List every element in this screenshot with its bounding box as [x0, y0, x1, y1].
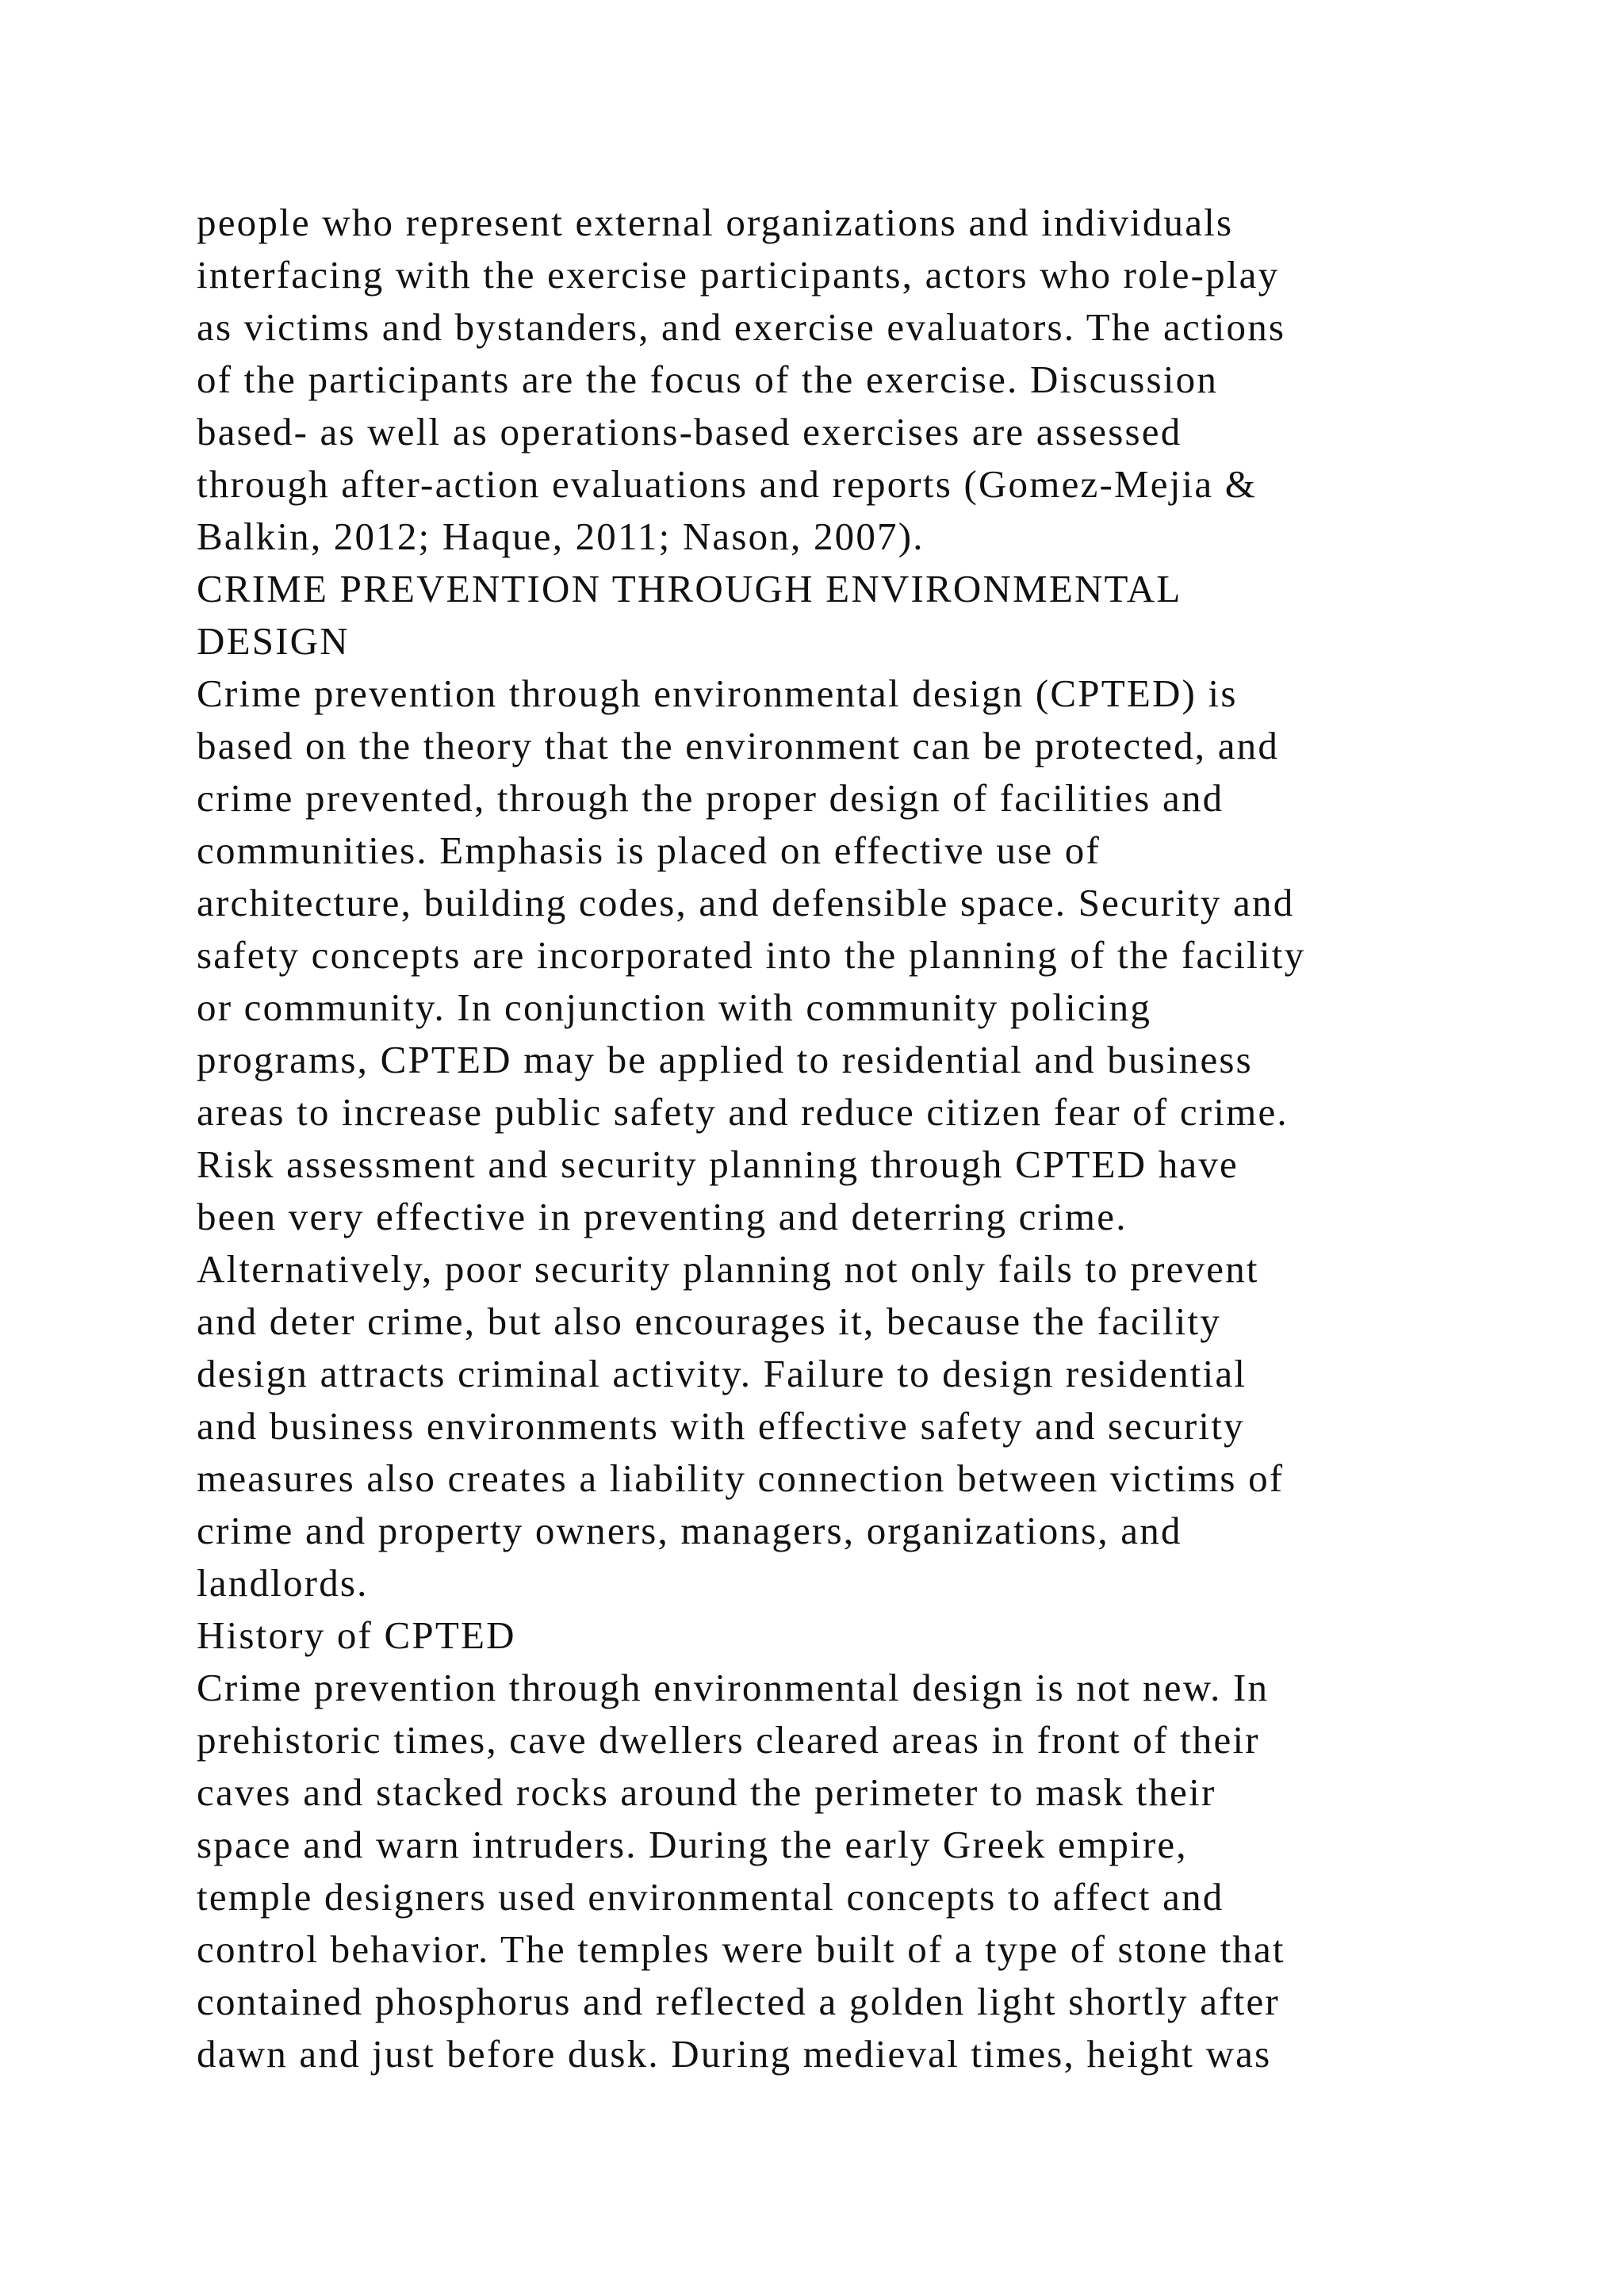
text-line: been very effective in preventing and deterring crime.	[197, 1195, 1128, 1238]
section-heading: CRIME PREVENTION THROUGH ENVIRONMENTAL	[197, 567, 1182, 610]
text-line: prehistoric times, cave dwellers cleared areas in front of their	[197, 1718, 1260, 1762]
text-line: Alternatively, poor security planning not only fails to prevent	[197, 1247, 1259, 1291]
text-line: of the participants are the focus of the exercise. Discussion	[197, 358, 1219, 401]
text-line: crime and property owners, managers, organizations, and	[197, 1509, 1182, 1552]
text-line: and deter crime, but also encourages it, because the facility	[197, 1299, 1222, 1343]
text-line: areas to increase public safety and reduce citizen fear of crime.	[197, 1090, 1289, 1134]
text-line: temple designers used environmental concepts to affect and	[197, 1875, 1224, 1919]
text-line: as victims and bystanders, and exercise evaluators. The actions	[197, 305, 1286, 349]
text-line: design attracts criminal activity. Failure to design residential	[197, 1352, 1247, 1395]
text-line: programs, CPTED may be applied to residential and business	[197, 1038, 1253, 1081]
text-line: Crime prevention through environmental design is not new. In	[197, 1666, 1270, 1709]
text-line: safety concepts are incorporated into the planning of the facility	[197, 933, 1306, 977]
section-heading: DESIGN	[197, 619, 350, 663]
text-line: crime prevented, through the proper design of facilities and	[197, 776, 1224, 820]
text-line: Crime prevention through environmental design (CPTED) is	[197, 672, 1238, 715]
text-line: and business environments with effective safety and security	[197, 1404, 1245, 1448]
text-line: space and warn intruders. During the early Greek empire,	[197, 1823, 1188, 1866]
text-line: interfacing with the exercise participants, actors who role-play	[197, 253, 1280, 297]
text-line: based- as well as operations-based exercises are assessed	[197, 410, 1182, 453]
text-line: architecture, building codes, and defensible space. Security and	[197, 881, 1295, 924]
text-line: control behavior. The temples were built of a type of stone that	[197, 1927, 1285, 1971]
body-text	[197, 197, 1481, 2080]
text-line: dawn and just before dusk. During medieval times, height was	[197, 2032, 1272, 2076]
text-line: or community. In conjunction with community policing	[197, 985, 1152, 1029]
text-line: people who represent external organizations and individuals	[197, 201, 1234, 244]
text-line: Balkin, 2012; Haque, 2011; Nason, 2007).	[197, 515, 925, 558]
text-line: caves and stacked rocks around the perimeter to mask their	[197, 1770, 1216, 1814]
text-line: Risk assessment and security planning through CPTED have	[197, 1142, 1239, 1186]
subsection-heading: History of CPTED	[197, 1613, 516, 1657]
text-line: based on the theory that the environment can be protected, and	[197, 724, 1280, 767]
text-line: through after-action evaluations and reports (Gomez-Mejia &	[197, 462, 1258, 506]
text-line: communities. Emphasis is placed on effective use of	[197, 828, 1101, 872]
text-line: landlords.	[197, 1561, 369, 1605]
text-line: contained phosphorus and reflected a golden light shortly after	[197, 1980, 1280, 2023]
text-line: measures also creates a liability connection between victims of	[197, 1456, 1285, 1500]
